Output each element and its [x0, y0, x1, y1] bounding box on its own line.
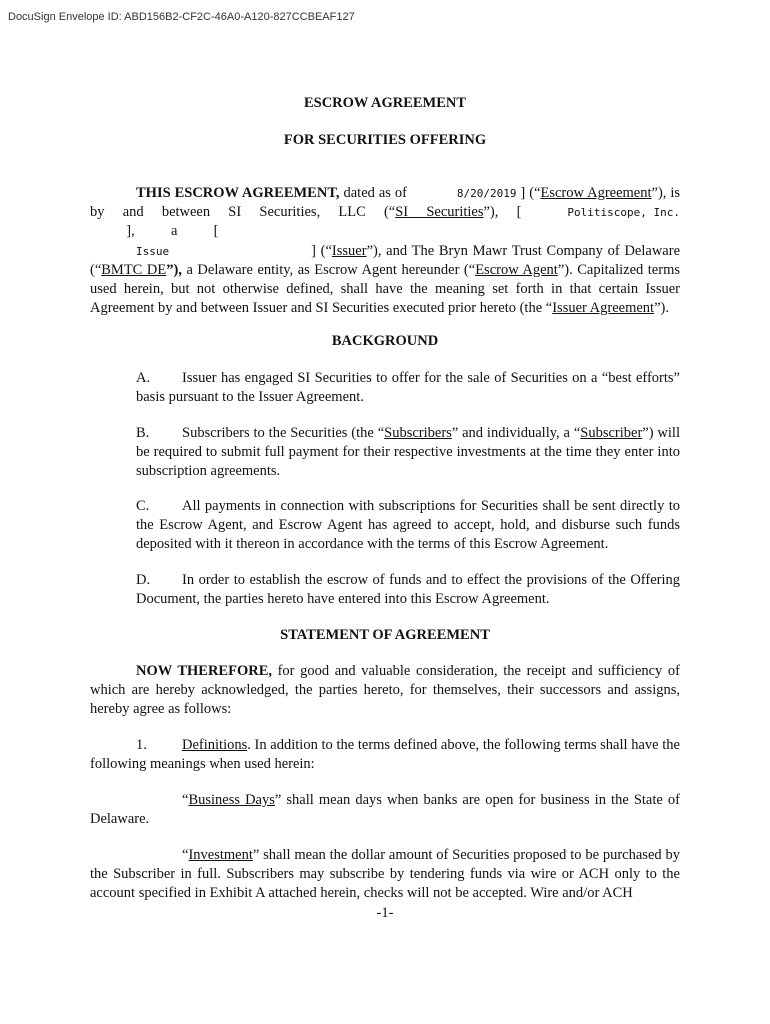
intro-text: ”), is by and between SI Securities, LLC (“	[90, 185, 681, 221]
docusign-envelope-id: DocuSign Envelope ID: ABD156B2-CF2C-46A0-A120-827CCBEAF127	[8, 11, 355, 23]
intro-text: dated as of	[339, 185, 411, 201]
background-item-d	[136, 571, 680, 609]
item-label: C.	[136, 498, 150, 514]
definition-text: “	[182, 847, 189, 863]
item-label: D.	[136, 572, 151, 588]
statement-lead: NOW THEREFORE,	[136, 663, 272, 679]
intro-text: ”), [	[483, 204, 522, 221]
intro-text: ”), and The Bryn Mawr Trust Company of Delaware (“	[90, 242, 680, 278]
subscriber-term: Subscriber	[580, 425, 643, 441]
intro-text: ] (“	[169, 242, 332, 259]
intro-text: ”).	[654, 300, 669, 317]
item-label: B.	[136, 425, 150, 441]
document-title: ESCROW AGREEMENT	[303, 95, 467, 111]
intro-lead: THIS ESCROW AGREEMENT,	[136, 185, 340, 201]
intro-text: ] (“	[516, 185, 541, 201]
background-item-c	[136, 497, 680, 555]
business-days-term: Business Days	[188, 792, 275, 808]
intro-text: ”),	[166, 261, 182, 278]
statement-text: for good and valuable consideration, the receipt and sufficiency of which are hereby acknowledged, the parties hereto, for themselves, their successors and assigns, hereby agree as follows:	[90, 663, 680, 718]
definitions-title: Definitions	[182, 737, 248, 753]
page-number: -1-	[376, 905, 394, 921]
item-text: Subscribers to the Securities (the “	[182, 425, 385, 441]
statement-paragraph	[90, 662, 680, 720]
definition-text: ” shall mean the dollar amount of Securities proposed to be purchased by the Subscriber in full. Subscribers may subscribe by tendering funds via wire or ACH only to the account specified in Exhibit A attached herein, checks will not be accepted. Wire and/or ACH	[90, 847, 680, 902]
item-text: In order to establish the escrow of funds and to effect the provisions of the Offering Document, the parties hereto have entered into this Escrow Agreement.	[136, 572, 680, 608]
definitions-text: . In addition to the terms defined above, the following terms shall have the following meanings when used herein:	[90, 737, 680, 773]
document-subtitle: FOR SECURITIES OFFERING	[283, 132, 487, 148]
statement-heading: STATEMENT OF AGREEMENT	[280, 627, 490, 643]
si-securities-term: SI Securities	[395, 204, 484, 221]
issuer-name-field[interactable]: Politiscope, Inc.	[567, 206, 681, 220]
item-text: Issuer has engaged SI Securities to offer for the sale of Securities on a “best efforts” basis pursuant to the Issuer Agreement.	[136, 370, 680, 406]
investment-term: Investment	[188, 847, 253, 863]
item-text: All payments in connection with subscriptions for Securities shall be sent directly to the Escrow Agent, and Escrow Agent has agreed to accept, hold, and disburse such funds deposited with it thereon in accordance with the terms of this Escrow Agreement.	[136, 498, 680, 553]
escrow-agreement-term: Escrow Agreement	[540, 185, 652, 201]
background-heading: BACKGROUND	[331, 333, 439, 349]
background-item-b	[136, 424, 680, 482]
definition-text: “	[182, 792, 189, 808]
item-text: ”) will be required to submit full payment for their respective investments at the time they enter into subscription agreements.	[136, 425, 680, 480]
issuer-type-field[interactable]: Issue	[136, 244, 170, 258]
business-days-definition	[90, 791, 680, 829]
intro-paragraph	[90, 184, 680, 318]
item-text: ” and individually, a “	[451, 425, 581, 441]
bmtc-de-term: BMTC DE	[101, 261, 167, 278]
issuer-agreement-term: Issuer Agreement	[552, 300, 655, 317]
escrow-agent-term: Escrow Agent	[475, 261, 558, 278]
item-label: A.	[136, 370, 151, 386]
intro-text: a Delaware entity, as Escrow Agent hereunder (“	[181, 261, 476, 278]
background-item-a	[136, 369, 680, 407]
intro-text: ], a [	[90, 223, 219, 240]
definition-text: ” shall mean days when banks are open for business in the State of Delaware.	[90, 792, 680, 828]
subscribers-term: Subscribers	[384, 425, 452, 441]
section-number: 1.	[136, 737, 147, 753]
issuer-term: Issuer	[331, 242, 367, 259]
date-field[interactable]: 8/20/2019	[456, 187, 517, 200]
definitions-paragraph	[90, 736, 680, 774]
investment-definition	[90, 846, 680, 904]
intro-text: ”). Capitalized terms used herein, but not otherwise defined, shall have the meaning set forth in that certain Issuer Agreement by and between Issuer and SI Securities executed prior hereto (the “	[90, 261, 680, 317]
